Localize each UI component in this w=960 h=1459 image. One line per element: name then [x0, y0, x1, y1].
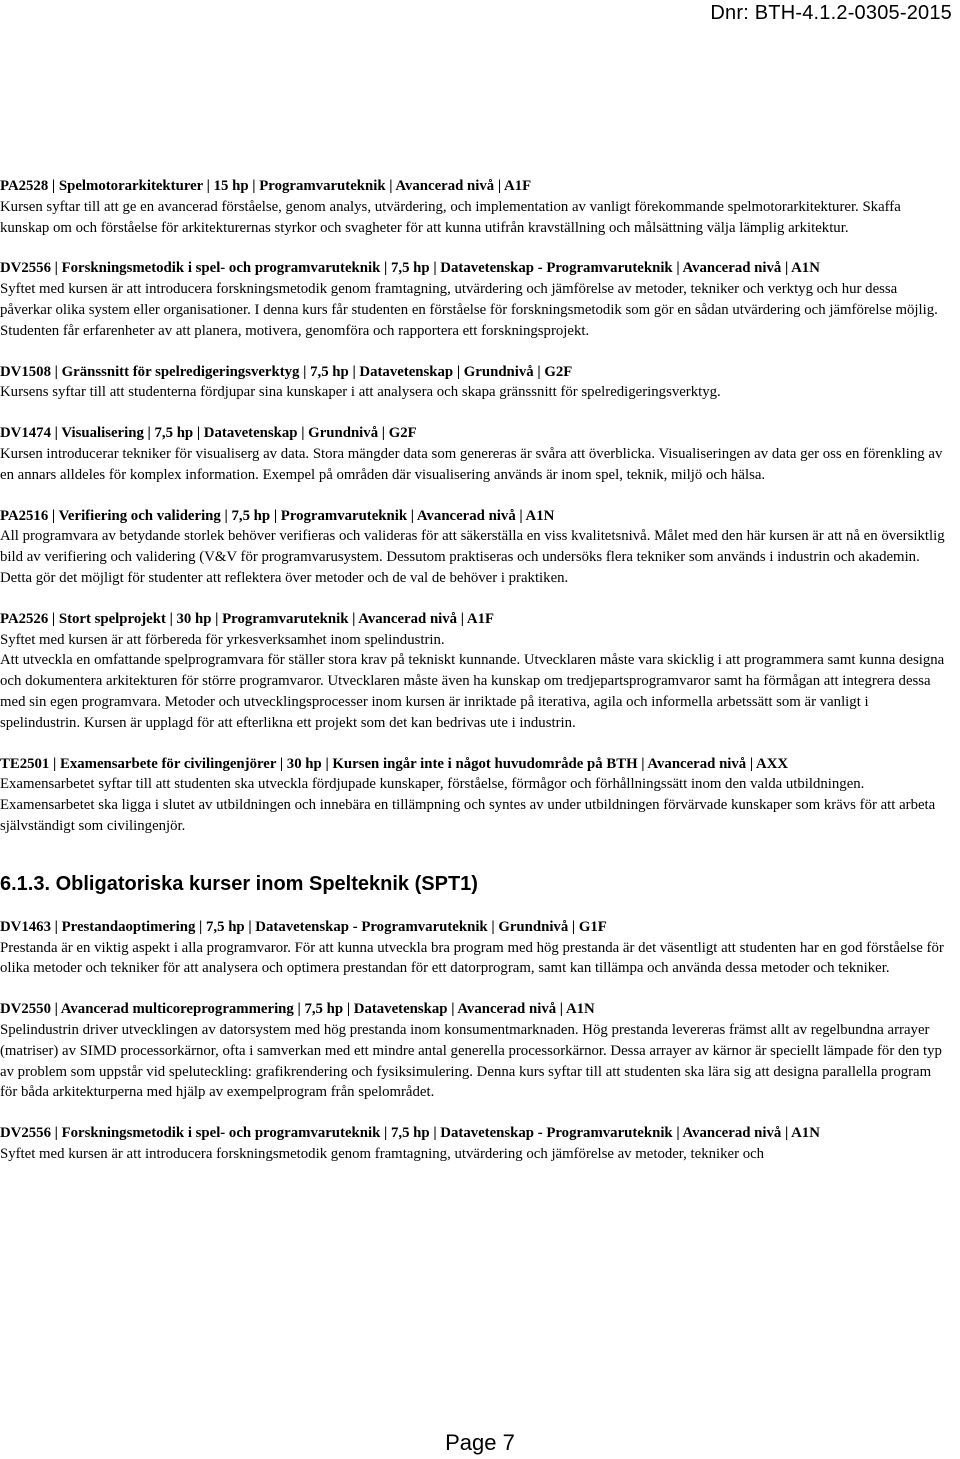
course-description	[0, 382, 950, 403]
course-title: PA2516 | Verifiering och validering | 7,5 hp | Programvaruteknik | Avancerad nivå | A1N	[0, 507, 555, 524]
course-title: DV1463 | Prestandaoptimering | 7,5 hp | Datavetenskap - Programvaruteknik | Grundnivå | G1F	[0, 918, 607, 935]
course-description-paragraph: All programvara av betydande storlek behöver verifieras och valideras för att säkerställa en viss kvalitetsnivå. Målet med den här kursen är att nå en översiktlig bild av verifiering och validering (V&V för programvarusystem. Dessutom praktiseras och undersöks flera tekniker som används i industrin och akademin. Detta gör det möjligt för studenter att reflektera över metoder och de val de behöver i praktiken.	[0, 528, 945, 586]
course-title: DV1508 | Gränssnitt för spelredigeringsverktyg | 7,5 hp | Datavetenskap | Grundnivå | G2F	[0, 363, 573, 380]
course-description-paragraph: Kursens syftar till att studenterna fördjupar sina kunskaper i att analysera och skapa gränssnitt för spelredigeringsverktyg.	[0, 384, 721, 401]
course-list-bottom	[0, 917, 950, 1165]
course-list-top	[0, 176, 950, 837]
course-description	[0, 197, 950, 239]
course-entry	[0, 362, 950, 404]
course-title: DV2556 | Forskningsmetodik i spel- och programvaruteknik | 7,5 hp | Datavetenskap - Programvaruteknik | Avancerad nivå | A1N	[0, 1125, 820, 1142]
page-content	[0, 176, 950, 1185]
course-entry	[0, 258, 950, 341]
section-heading: 6.1.3. Obligatoriska kurser inom Spelteknik (SPT1)	[0, 872, 478, 895]
course-description-paragraph: Prestanda är en viktig aspekt i alla programvaror. För att kunna utveckla bra program med hög prestanda är det väsentligt att studenten har en god förståelse för olika metoder och tekniker för att analysera och optimera prestandan för ett datorprogram, samt kan tillämpa och använda dessa metoder och tekniker.	[0, 939, 944, 977]
course-description	[0, 630, 950, 734]
course-entry	[0, 176, 950, 238]
course-description-paragraph: Examensarbetet syftar till att studenten ska utveckla fördjupade kunskaper, förståelse, förmågor och förhållningssätt inom den valda utbildningen. Examensarbetet ska ligga i slutet av utbildningen och innebära en tillämpning och syntes av under utbildningen förvärvade kunskaper som krävs för att arbeta självständigt som civilingenjör.	[0, 776, 936, 834]
course-description-paragraph: Kursen introducerar tekniker för visualiserg av data. Stora mängder data som genereras är svåra att överblicka. Visualiseringen av data ger oss en förenkling av en annars alldeles för komplex information. Exempel på områden där visualisering används är inom spel, teknik, miljö och hälsa.	[0, 445, 943, 483]
course-description	[0, 1144, 950, 1165]
document-reference-number: Dnr: BTH-4.1.2-0305-2015	[710, 2, 952, 24]
course-description	[0, 1020, 950, 1103]
course-description-paragraph: Syftet med kursen är att förbereda för yrkesverksamhet inom spelindustrin.	[0, 631, 445, 648]
page-number: Page 7	[445, 1430, 515, 1455]
course-description	[0, 444, 950, 486]
course-title: DV1474 | Visualisering | 7,5 hp | Datavetenskap | Grundnivå | G2F	[0, 425, 417, 442]
course-description-paragraph: Syftet med kursen är att introducera forskningsmetodik genom framtagning, utvärdering och jämförelse av metoder, tekniker och	[0, 1145, 765, 1162]
course-title: PA2528 | Spelmotorarkitekturer | 15 hp | Programvaruteknik | Avancerad nivå | A1F	[0, 178, 532, 194]
course-description-paragraph: Syftet med kursen är att introducera forskningsmetodik genom framtagning, utvärdering och jämförelse av metoder, tekniker och verktyg och hur dessa påverkar olika system eller organisationer. I denna kurs får studenten en förståelse för forskningsmetodik som gör en sådan utvärdering och jämförelse möjlig. Studenten får erfarenheter av att planera, motivera, genomföra och rapportera ett forskningsprojekt.	[0, 281, 938, 339]
course-description-paragraph: Spelindustrin driver utvecklingen av datorsystem med hög prestanda inom konsumentmarknaden. Hög prestanda levereras främst allt av regelbundna arrayer (matriser) av SIMD processorkärnor, ofta i samverkan med ett mindre antal generella processorkärnor. Dessa arrayer av kärnor är speciellt lämpade för den typ av problem som uppstår vid speluteckling: grafikrendering och fysiksimulering. Denna kurs syftar till att studenten ska lära sig att designa parallella program för båda arkitekturperna med hjälp av exempelprogram från spelområdet.	[0, 1021, 942, 1101]
course-description-paragraph: Att utveckla en omfattande spelprogramvara för ställer stora krav på tekniskt kunnande. Utvecklaren måste vara skicklig i att programmera samt kunna designa och dokumentera arkitekturen för större programvaror. Utvecklaren måste även ha kunskap om tredjepartsprogramvaror samt ha förmågan att integrera dessa med sin egen programvara. Metoder och utvecklingsprocesser inom kursen är inriktade på iterativa, agila och informella arbetssätt som är vanligt i spelindustrin. Kursen är upplagd för att efterlikna ett projekt som det kan bedrivas ute i industrin.	[0, 652, 945, 731]
course-entry	[0, 917, 950, 979]
course-description	[0, 938, 950, 980]
course-title: TE2501 | Examensarbete för civilingenjörer | 30 hp | Kursen ingår inte i något huvudområde på BTH | Avancerad nivå | AXX	[0, 755, 789, 772]
course-title: DV2556 | Forskningsmetodik i spel- och programvaruteknik | 7,5 hp | Datavetenskap - Programvaruteknik | Avancerad nivå | A1N	[0, 260, 820, 277]
course-title: DV2550 | Avancerad multicoreprogrammering | 7,5 hp | Datavetenskap | Avancerad nivå | A1N	[0, 1001, 595, 1018]
course-description	[0, 279, 950, 341]
course-description	[0, 774, 950, 836]
course-description	[0, 526, 950, 588]
course-entry	[0, 423, 950, 485]
course-entry	[0, 609, 950, 734]
course-entry	[0, 754, 950, 837]
course-title: PA2526 | Stort spelprojekt | 30 hp | Programvaruteknik | Avancerad nivå | A1F	[0, 610, 495, 627]
course-entry	[0, 999, 950, 1103]
course-entry	[0, 1123, 950, 1165]
course-entry	[0, 506, 950, 589]
course-description-paragraph: Kursen syftar till att ge en avancerad förståelse, genom analys, utvärdering, och implementation av vanligt förekommande spelmotorarkitekturer. Skaffa kunskap om och förståelse för arkitekturernas styrkor och svagheter för att kunna utifrån kravställning och målsättning välja lämplig arkitektur.	[0, 198, 901, 236]
